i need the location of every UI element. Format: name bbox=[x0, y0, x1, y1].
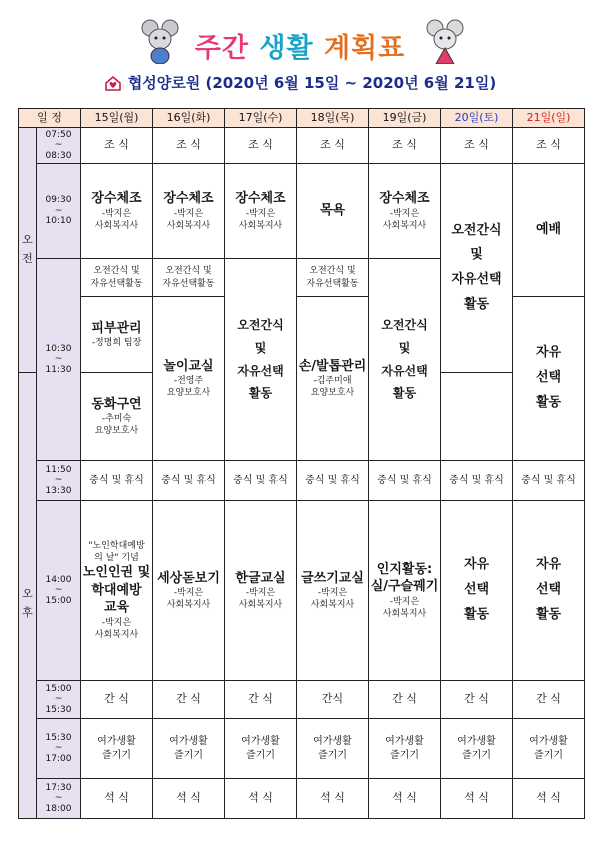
activity-cell: 오전간식 및 자유선택 활동 bbox=[225, 259, 297, 461]
title-part-2: 생활 bbox=[259, 33, 314, 64]
time-slot: 09:30 ~ 10:10 bbox=[37, 164, 81, 259]
activity-cell: 한글교실 -박지은 사회복지사 bbox=[225, 501, 297, 681]
activity-cell: 손/발톱관리 -김주미애 요양보호사 bbox=[297, 297, 369, 461]
meal-cell: 조 식 bbox=[153, 128, 225, 164]
org-name: 협성양로원 bbox=[127, 74, 201, 92]
activity-cell: 자유 선택 활동 bbox=[441, 501, 513, 681]
meal-cell: 석 식 bbox=[225, 779, 297, 819]
meal-cell: 조 식 bbox=[81, 128, 153, 164]
title-part-3: 계획표 bbox=[323, 33, 406, 64]
meal-cell: 석 식 bbox=[297, 779, 369, 819]
leisure-cell: 여가생활 즐기기 bbox=[153, 719, 225, 779]
leisure-cell: 여가생활 즐기기 bbox=[369, 719, 441, 779]
snack-cell: 간 식 bbox=[369, 681, 441, 719]
subtitle bbox=[0, 72, 600, 93]
schedule-table bbox=[18, 108, 585, 819]
activity-cell: 동화구연 -추미숙 요양보호사 bbox=[81, 373, 153, 461]
meal-cell: 중식 및 휴식 bbox=[153, 461, 225, 501]
meal-cell: 중식 및 휴식 bbox=[513, 461, 585, 501]
day-header: 19일(금) bbox=[369, 109, 441, 128]
snack-cell: 간 식 bbox=[513, 681, 585, 719]
activity-cell: 자유 선택 활동 bbox=[513, 297, 585, 461]
lunch-row bbox=[19, 461, 585, 501]
meal-cell: 조 식 bbox=[441, 128, 513, 164]
leisure-cell: 여가생활 즐기기 bbox=[225, 719, 297, 779]
leisure-row bbox=[19, 719, 585, 779]
activity-cell: 놀이교실 -전영주 요양보호사 bbox=[153, 297, 225, 461]
saturday-header: 20일(토) bbox=[441, 109, 513, 128]
activity-cell: 장수체조 -박지은 사회복지사 bbox=[369, 164, 441, 259]
snack-row bbox=[19, 681, 585, 719]
snack-cell: 간 식 bbox=[81, 681, 153, 719]
snack-cell: 간 식 bbox=[441, 681, 513, 719]
leisure-cell: 여가생활 즐기기 bbox=[297, 719, 369, 779]
activity-cell: 장수체조 -박지은 사회복지사 bbox=[153, 164, 225, 259]
title-part-1: 주간 bbox=[194, 33, 249, 64]
exercise-row bbox=[19, 164, 585, 259]
time-slot: 14:00 ~ 15:00 bbox=[37, 501, 81, 681]
meal-cell: 중식 및 휴식 bbox=[225, 461, 297, 501]
session-am: 오전 bbox=[19, 128, 37, 373]
activity-cell: 오전간식 및 자유선택활동 bbox=[297, 259, 369, 297]
day-header: 18일(목) bbox=[297, 109, 369, 128]
day-header: 15일(월) bbox=[81, 109, 153, 128]
activity-cell: 장수체조 -박지은 사회복지사 bbox=[81, 164, 153, 259]
snack-cell: 간 식 bbox=[225, 681, 297, 719]
time-slot: 07:50 ~ 08:30 bbox=[37, 128, 81, 164]
leisure-cell: 여가생활 즐기기 bbox=[81, 719, 153, 779]
meal-cell: 중식 및 휴식 bbox=[81, 461, 153, 501]
time-slot: 15:00 ~ 15:30 bbox=[37, 681, 81, 719]
activity-cell: 글쓰기교실 -박지은 사회복지사 bbox=[297, 501, 369, 681]
activity-cell: "노인학대예방 의 날" 기념 노인인권 및 학대예방 교육 -박지은 사회복지사 bbox=[81, 501, 153, 681]
time-slot: 10:30 ~ 11:30 bbox=[37, 259, 81, 461]
activity-cell: 자유 선택 활동 bbox=[513, 501, 585, 681]
activity-cell: 오전간식 및 자유선택 활동 bbox=[441, 164, 513, 373]
meal-cell: 석 식 bbox=[441, 779, 513, 819]
meal-cell: 조 식 bbox=[225, 128, 297, 164]
meal-cell: 조 식 bbox=[369, 128, 441, 164]
breakfast-row bbox=[19, 128, 585, 164]
header-row bbox=[19, 109, 585, 128]
day-header: 17일(수) bbox=[225, 109, 297, 128]
meal-cell: 석 식 bbox=[513, 779, 585, 819]
activity-cell: 오전간식 및 자유선택 활동 bbox=[369, 259, 441, 461]
leisure-cell: 여가생활 즐기기 bbox=[441, 719, 513, 779]
activity-cell: 오전간식 및 자유선택활동 bbox=[81, 259, 153, 297]
session-pm-label: 오후 bbox=[22, 587, 33, 619]
activity-cell: 인지활동: 실/구슬꿰기 -박지은 사회복지사 bbox=[369, 501, 441, 681]
leisure-cell: 여가생활 즐기기 bbox=[513, 719, 585, 779]
activity-cell: 오전간식 및 자유선택활동 bbox=[153, 259, 225, 297]
period-header: 일 정 bbox=[19, 109, 81, 128]
date-range: (2020년 6월 15일 ~ 2020년 6월 21일) bbox=[205, 74, 497, 92]
dinner-row bbox=[19, 779, 585, 819]
page-title bbox=[0, 26, 600, 65]
time-slot: 11:50 ~ 13:30 bbox=[37, 461, 81, 501]
meal-cell: 중식 및 휴식 bbox=[441, 461, 513, 501]
meal-cell: 중식 및 휴식 bbox=[369, 461, 441, 501]
afternoon-row bbox=[19, 501, 585, 681]
sunday-header: 21일(일) bbox=[513, 109, 585, 128]
activity-cell: 피부관리 -정명희 팀장 bbox=[81, 297, 153, 373]
meal-cell: 중식 및 휴식 bbox=[297, 461, 369, 501]
activity-cell: 세상돋보기 -박지은 사회복지사 bbox=[153, 501, 225, 681]
activity-cell: 장수체조 -박지은 사회복지사 bbox=[225, 164, 297, 259]
meal-cell: 석 식 bbox=[81, 779, 153, 819]
meal-cell: 석 식 bbox=[369, 779, 441, 819]
day-header: 16일(화) bbox=[153, 109, 225, 128]
activity-cell: 목욕 bbox=[297, 164, 369, 259]
meal-cell: 조 식 bbox=[297, 128, 369, 164]
snack-cell: 간 식 bbox=[153, 681, 225, 719]
time-slot: 15:30 ~ 17:00 bbox=[37, 719, 81, 779]
meal-cell: 조 식 bbox=[513, 128, 585, 164]
worship-cell: 예배 bbox=[513, 164, 585, 297]
meal-cell: 석 식 bbox=[153, 779, 225, 819]
snack-cell: 간식 bbox=[297, 681, 369, 719]
house-icon bbox=[104, 75, 122, 91]
time-slot: 17:30 ~ 18:00 bbox=[37, 779, 81, 819]
